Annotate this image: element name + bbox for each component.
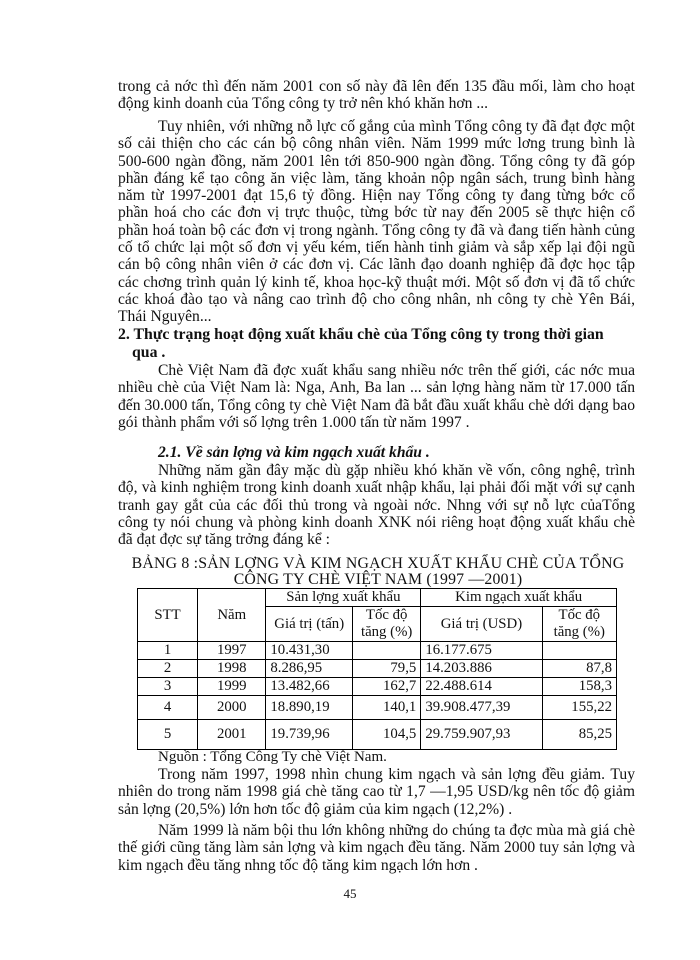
table-row <box>138 696 617 720</box>
paragraph-export-markets: Chè Việt Nam đã đợc xuất khẩu sang nhiều nớc trên thế giới, các nớc mua nhiều chè của Việt Nam là: Nga, Anh, Ba lan ... sản lợng hàng năm từ 17.000 tấn đến 30.000 tấn, Tổng công ty chè Việt Nam đã bắt đầu xuất khẩu chè dới dạng bao gói thành phẩm với số lợng trên 1.000 tấn từ năm 1997 . <box>118 362 635 431</box>
cell-output-value: 18.890,19 <box>266 696 353 720</box>
header-turnover-rate: Tốc độ tăng (%) <box>542 607 616 642</box>
table-caption-line1: BẢNG 8 :SẢN LỢNG VÀ KIM NGẠCH XUẤT KHẨU CHÈ CỦA TỔNG <box>131 555 625 572</box>
cell-year: 2000 <box>198 696 266 720</box>
cell-output-rate: 104,5 <box>353 720 421 750</box>
cell-stt: 3 <box>138 678 198 696</box>
cell-stt: 5 <box>138 720 198 750</box>
paragraph-intro-continued: trong cả nớc thì đến năm 2001 con số này đã lên đến 135 đầu mối, làm cho hoạt động kinh doanh của Tổng công ty trở nên khó khăn hơn ... <box>118 78 635 113</box>
table-row <box>138 720 617 750</box>
cell-turnover-value: 14.203.886 <box>421 660 542 678</box>
cell-output-value: 19.739,96 <box>266 720 353 750</box>
page-number: 45 <box>343 886 357 901</box>
table-row <box>138 660 617 678</box>
cell-year: 1998 <box>198 660 266 678</box>
cell-output-rate: 162,7 <box>353 678 421 696</box>
header-turnover-value: Giá trị (USD) <box>421 607 542 642</box>
subsection-heading: 2.1. Về sản lợng và kim ngạch xuất khẩu . <box>158 444 430 461</box>
cell-stt: 1 <box>138 642 198 660</box>
paragraph-improvements: Tuy nhiên, với những nỗ lực cố gắng của mình Tổng công ty đã đạt đợc một số cải thiện cho các cán bộ công nhân viên. Năm 1999 mức lơng trung bình là 500-600 ngàn đồng, năm 2001 lên tới 850-900 ngàn đồng. Tổng công ty đã góp phần đáng kể tạo công ăn việc làm, tăng khoản nộp ngân sách, trung bình hàng năm từ 1997-2001 đạt 15,6 tỷ đồng. Hiện nay Tổng công ty đang từng bớc cổ phần hoá cho các đơn vị trực thuộc, từng bớc từ nay đến 2005 sẽ thực hiện cổ phần hoá toàn bộ các đơn vị trong ngành. Tổng công ty đã và đang tiến hành củng cố tổ chức lại một số đơn vị yếu kém, tiến hành tinh giảm và sắp xếp lại đội ngũ cán bộ công nhân viên ở các đơn vị. Các lãnh đạo doanh nghiệp đã đợc học tập các chơng trình quản lý kinh tế, khoa học-kỹ thuật mới. Một số đơn vị đã tổ chức các khoá đào tạo và nâng cao trình độ cho công nhân, nh công ty chè Yên Bái, Thái Nguyên... <box>118 118 635 326</box>
cell-turnover-rate: 158,3 <box>542 678 616 696</box>
section-heading-line2: qua . <box>132 343 166 361</box>
section-heading <box>118 326 638 361</box>
table-source-note: Nguồn : Tổng Công Ty chè Việt Nam. <box>158 749 387 765</box>
paragraph-1997-1998: Trong năm 1997, 1998 nhìn chung kim ngạch và sản lợng đều giảm. Tuy nhiên do trong năm 1998 giá chè tăng cao từ 1,7 —1,95 USD/kg nên tốc độ giảm sản lợng (20,5%) lớn hơn tốc độ giảm của kim ngạch (12,2%) . <box>118 766 635 818</box>
table-header-row <box>138 589 617 607</box>
cell-turnover-value: 39.908.477,39 <box>421 696 542 720</box>
header-output-rate: Tốc độ tăng (%) <box>353 607 421 642</box>
paragraph-growth: Những năm gần đây mặc dù gặp nhiều khó khăn về vốn, công nghệ, trình độ, và kinh nghiệm trong kinh doanh xuất nhập khẩu, lại phải đối mặt với sự cạnh tranh gay gắt của các đối thủ trong và ngoài nớc. Nhng với sự nỗ lực củaTổng công ty nói chung và phòng kinh doanh XNK nói riêng hoạt động xuất khẩu chè đã đạt đợc sự tăng trởng đáng kể : <box>118 462 635 549</box>
cell-year: 1999 <box>198 678 266 696</box>
cell-turnover-rate: 85,25 <box>542 720 616 750</box>
header-output-value: Giá trị (tấn) <box>266 607 353 642</box>
cell-output-rate <box>353 642 421 660</box>
paragraph-1999-2000: Năm 1999 là năm bội thu lớn không những do chúng ta đợc mùa mà giá chè thế giới cũng tăng làm sản lợng và kim ngạch đều tăng. Năm 2000 tuy sản lợng và kim ngạch đều tăng nhng tốc độ tăng kim ngạch lớn hơn . <box>118 822 635 874</box>
cell-turnover-rate <box>542 642 616 660</box>
header-year: Năm <box>198 589 266 642</box>
cell-turnover-rate: 155,22 <box>542 696 616 720</box>
table-row <box>138 678 617 696</box>
table-row <box>138 642 617 660</box>
cell-output-rate: 140,1 <box>353 696 421 720</box>
cell-stt: 2 <box>138 660 198 678</box>
cell-output-rate: 79,5 <box>353 660 421 678</box>
header-stt: STT <box>138 589 198 642</box>
cell-year: 1997 <box>198 642 266 660</box>
cell-output-value: 8.286,95 <box>266 660 353 678</box>
header-output-group: Sản lợng xuất khẩu <box>266 589 421 607</box>
table-caption-line2: CÔNG TY CHÈ VIỆT NAM (1997 —2001) <box>233 571 523 588</box>
export-table <box>137 588 617 750</box>
cell-turnover-value: 29.759.907,93 <box>421 720 542 750</box>
cell-output-value: 13.482,66 <box>266 678 353 696</box>
section-heading-line1: 2. Thực trạng hoạt động xuất khẩu chè của Tổng công ty trong thời gian <box>118 326 604 343</box>
cell-turnover-rate: 87,8 <box>542 660 616 678</box>
cell-stt: 4 <box>138 696 198 720</box>
cell-turnover-value: 22.488.614 <box>421 678 542 696</box>
cell-year: 2001 <box>198 720 266 750</box>
cell-output-value: 10.431,30 <box>266 642 353 660</box>
header-turnover-group: Kim ngạch xuất khẩu <box>421 589 617 607</box>
cell-turnover-value: 16.177.675 <box>421 642 542 660</box>
